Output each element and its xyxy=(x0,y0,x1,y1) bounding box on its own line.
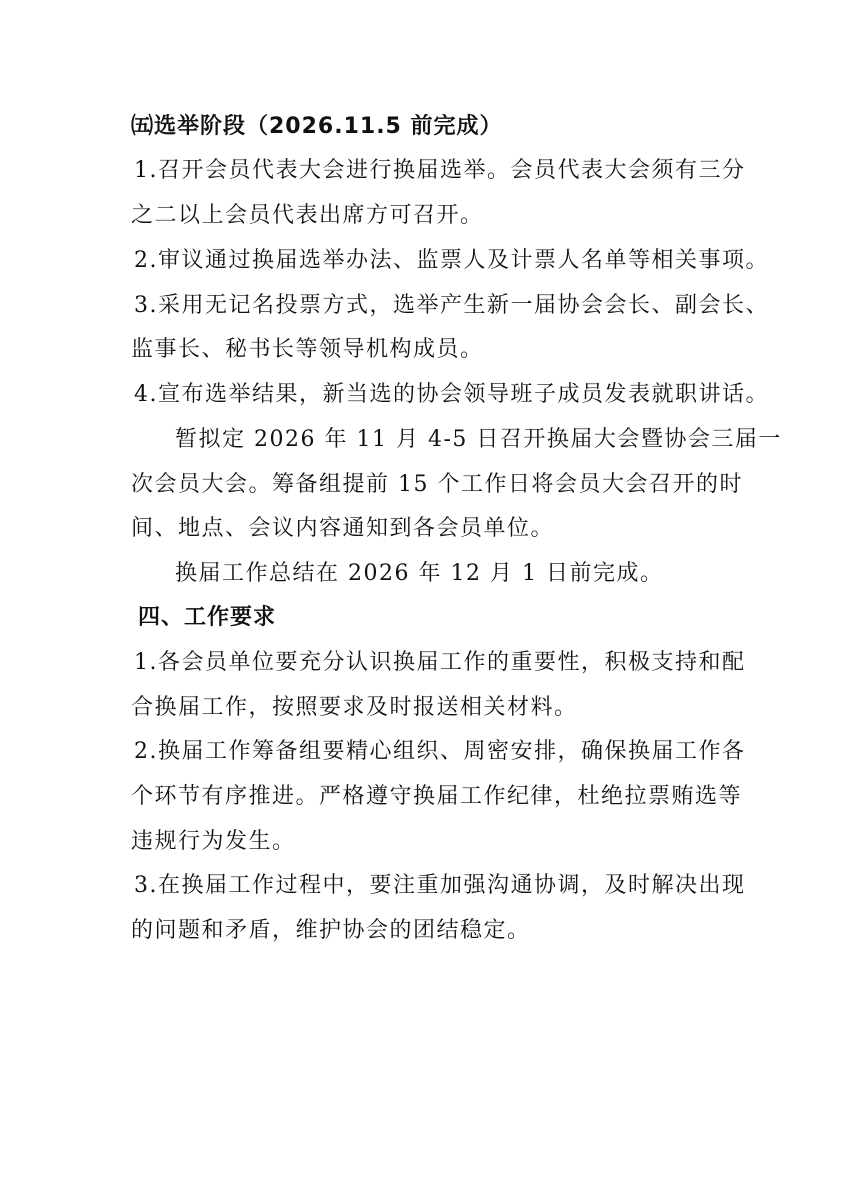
election-item-1-line-1: 1.召开会员代表大会进行换届选举。会员代表大会须有三分 xyxy=(134,158,746,183)
requirement-2-line-1: 2.换届工作筹备组要精心组织、周密安排，确保换届工作各 xyxy=(134,739,746,764)
schedule-paragraph-line-2: 次会员大会。筹备组提前 15 个工作日将会员大会召开的时 xyxy=(131,472,743,497)
schedule-paragraph-line-3: 间、地点、会议内容通知到各会员单位。 xyxy=(131,516,555,541)
requirement-1-line-2: 合换届工作，按照要求及时报送相关材料。 xyxy=(131,695,578,720)
election-item-3-line-1: 3.采用无记名投票方式，选举产生新一届协会会长、副会长、 xyxy=(134,293,769,318)
schedule-paragraph-line-1: 暂拟定 2026 年 11 月 4-5 日召开换届大会暨协会三届一 xyxy=(175,427,782,452)
requirement-3-line-1: 3.在换届工作过程中，要注重加强沟通协调，及时解决出现 xyxy=(134,873,746,898)
election-item-4-line-1: 4.宣布选举结果，新当选的协会领导班子成员发表就职讲话。 xyxy=(134,382,769,407)
section-heading-election-stage: ㈤选举阶段（2026.11.5 前完成） xyxy=(131,114,503,139)
requirement-3-line-2: 的问题和矛盾，维护协会的团结稳定。 xyxy=(131,918,531,943)
requirement-2-line-3: 违规行为发生。 xyxy=(131,829,296,854)
election-item-1-line-2: 之二以上会员代表出席方可召开。 xyxy=(131,203,484,228)
election-item-3-line-2: 监事长、秘书长等领导机构成员。 xyxy=(131,337,484,362)
section-heading-work-requirements: 四、工作要求 xyxy=(138,605,277,630)
requirement-2-line-2: 个环节有序推进。严格遵守换届工作纪律，杜绝拉票贿选等 xyxy=(131,784,743,809)
summary-paragraph-line-1: 换届工作总结在 2026 年 12 月 1 日前完成。 xyxy=(175,561,664,586)
election-item-2-line-1: 2.审议通过换届选举办法、监票人及计票人名单等相关事项。 xyxy=(134,248,769,273)
requirement-1-line-1: 1.各会员单位要充分认识换届工作的重要性，积极支持和配 xyxy=(134,650,746,675)
